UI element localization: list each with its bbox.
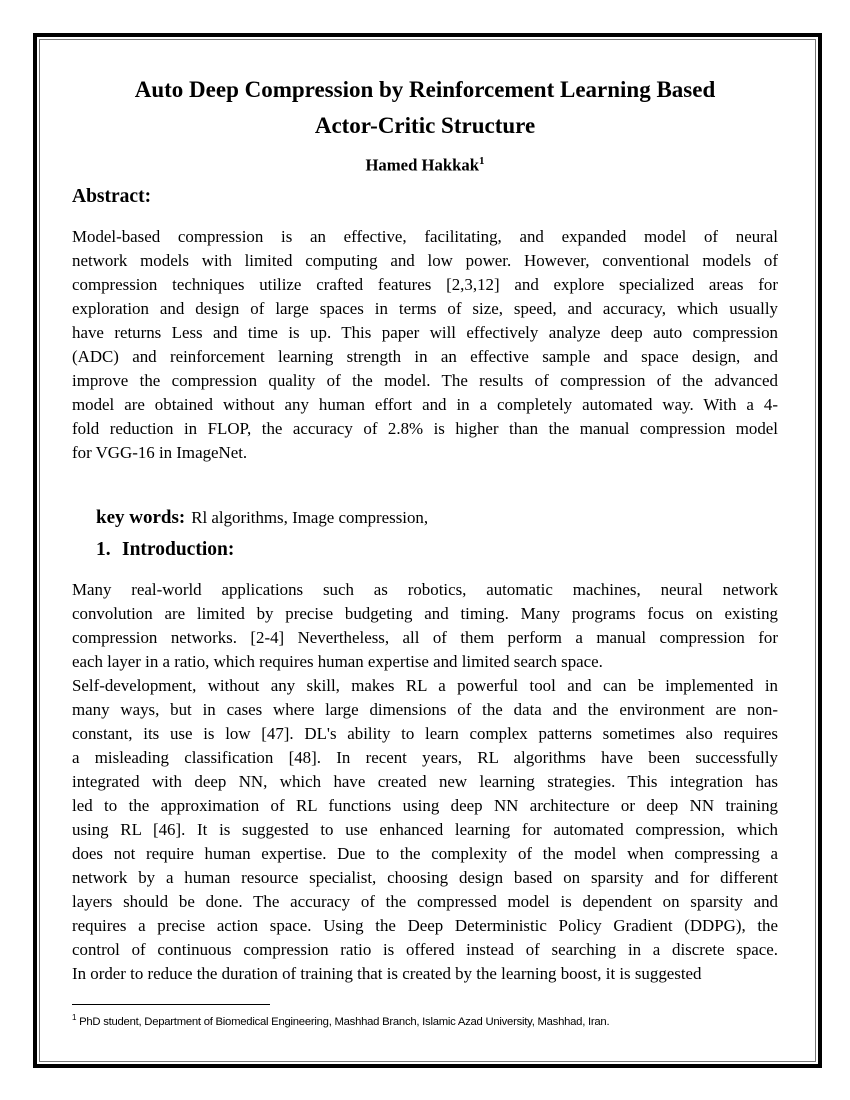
text-line: exploration and design of large spaces in terms of size, speed, and accuracy, which usually <box>72 299 778 318</box>
paper-title <box>60 72 790 144</box>
text-line: have returns Less and time is up. This paper will effectively analyze deep auto compression <box>72 323 778 342</box>
footnote-mark: 1 <box>72 1013 77 1022</box>
intro-paragraph-1 <box>72 578 778 674</box>
abstract-heading: Abstract: <box>72 186 152 207</box>
introduction-heading <box>96 539 234 561</box>
keywords-value: Rl algorithms, Image compression, <box>191 508 429 527</box>
section-number: 1. <box>96 539 111 560</box>
text-line: compression techniques utilize crafted features [2,3,12] and explore specialized areas for <box>72 275 778 294</box>
author <box>60 155 790 176</box>
text-line: Many real-world applications such as robotics, automatic machines, neural network <box>72 580 778 599</box>
text-line: layers should be done. The accuracy of the compressed model is dependent on sparsity and <box>72 892 778 911</box>
text-line: integrated with deep NN, which have created new learning strategies. This integration has <box>72 772 778 791</box>
title-line: Actor-Critic Structure <box>314 113 536 138</box>
text-line: many ways, but in cases where large dimensions of the data and the environment are non- <box>72 700 778 719</box>
text-line: a misleading classification [48]. In recent years, RL algorithms have been successfully <box>72 748 778 767</box>
text-line: Self-development, without any skill, makes RL a powerful tool and can be implemented in <box>72 676 778 695</box>
text-line: constant, its use is low [47]. DL's ability to learn complex patterns sometimes also requires <box>72 724 778 743</box>
text-line: model are obtained without any human effort and in a completely automated way. With a 4- <box>72 395 778 414</box>
section-title: Introduction: <box>122 539 235 560</box>
text-line: network by a human resource specialist, choosing design based on sparsity and for different <box>72 868 778 887</box>
text-line: network models with limited computing and low power. However, conventional models of <box>72 251 778 270</box>
text-line: does not require human expertise. Due to the complexity of the model when compressing a <box>72 844 778 863</box>
keywords <box>96 507 428 529</box>
footnote-divider <box>72 1004 270 1005</box>
keywords-label: key words: <box>96 507 186 528</box>
author-footnote-mark: 1 <box>479 155 485 167</box>
text-line: Model-based compression is an effective, facilitating, and expanded model of neural <box>72 227 778 246</box>
footnote <box>72 1013 609 1028</box>
text-line: (ADC) and reinforcement learning strength in an effective sample and space design, and <box>72 347 778 366</box>
text-line: control of continuous compression ratio is offered instead of searching in a discrete space. <box>72 940 778 959</box>
text-line: compression networks. [2-4] Nevertheless, all of them perform a manual compression for <box>72 628 778 647</box>
text-line: for VGG-16 in ImageNet. <box>72 443 248 462</box>
abstract-paragraph <box>72 225 778 465</box>
text-line: led to the approximation of RL functions using deep NN architecture or deep NN training <box>72 796 778 815</box>
text-line: using RL [46]. It is suggested to use enhanced learning for automated compression, which <box>72 820 778 839</box>
text-line: each layer in a ratio, which requires human expertise and limited search space. <box>72 652 603 671</box>
text-line: convolution are limited by precise budgeting and timing. Many programs focus on existing <box>72 604 778 623</box>
intro-paragraph-2 <box>72 674 778 986</box>
text-line: In order to reduce the duration of training that is created by the learning boost, it is suggested <box>72 964 702 983</box>
text-line: fold reduction in FLOP, the accuracy of 2.8% is higher than the manual compression model <box>72 419 778 438</box>
footnote-text: PhD student, Department of Biomedical Engineering, Mashhad Branch, Islamic Azad University, Mashhad, Iran. <box>79 1015 610 1028</box>
text-line: requires a precise action space. Using the Deep Deterministic Policy Gradient (DDPG), the <box>72 916 778 935</box>
title-line: Auto Deep Compression by Reinforcement Learning Based <box>134 77 716 102</box>
author-name: Hamed Hakkak <box>365 155 480 175</box>
text-line: improve the compression quality of the model. The results of compression of the advanced <box>72 371 778 390</box>
